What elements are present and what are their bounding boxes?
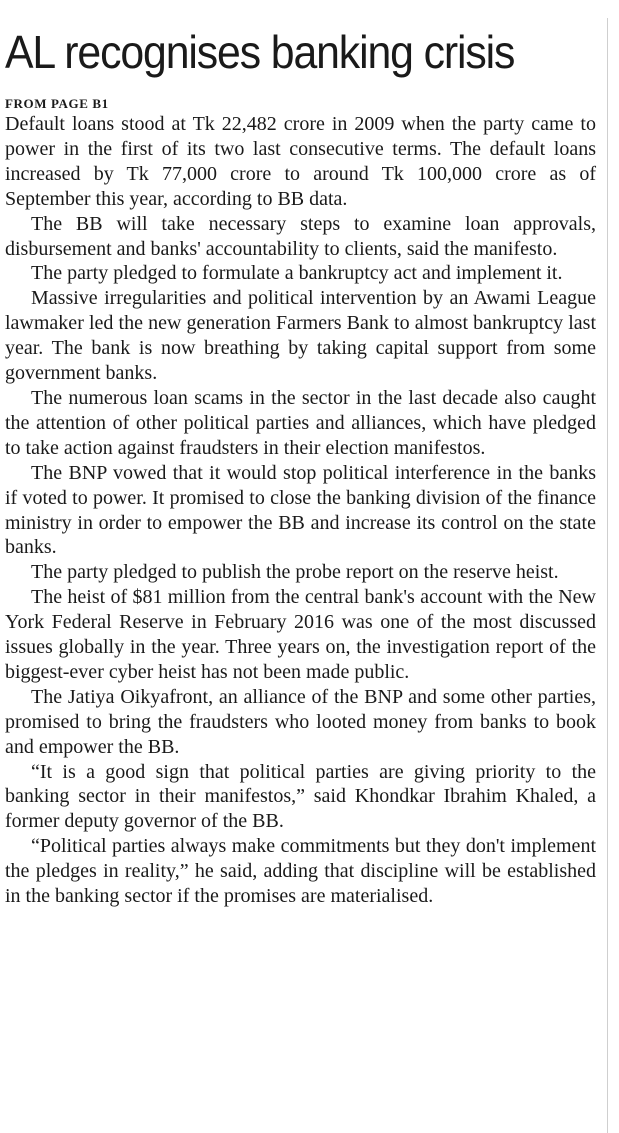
headline: AL recognises banking crisis bbox=[5, 26, 515, 78]
article-body bbox=[5, 112, 596, 909]
article bbox=[5, 0, 596, 909]
paragraph-5: The numerous loan scams in the sector in the last decade also caught the attention of other political parties and alliances, which have pledged to take action against fraudsters in their election manifestos. bbox=[5, 386, 596, 459]
paragraph-1: Default loans stood at Tk 22,482 crore in 2009 when the party came to power in the first of its two last consecutive terms. The default loans increased by Tk 77,000 crore to around Tk 100,000 crore as of September this year, according to BB data. bbox=[5, 113, 596, 210]
jump-line: FROM PAGE B1 bbox=[5, 96, 109, 111]
paragraph-6: The BNP vowed that it would stop political interference in the banks if voted to power. It promised to close the banking division of the finance ministry in order to empower the BB and increase its control on the state banks. bbox=[5, 461, 596, 559]
paragraph-4: Massive irregularities and political intervention by an Awami League lawmaker led the new generation Farmers Bank to almost bankruptcy last year. The bank is now breathing by taking capital support from some government banks. bbox=[5, 287, 596, 385]
paragraph-11: “Political parties always make commitments but they don't implement the pledges in reality,” he said, adding that discipline will be established in the banking sector if the promises are materialised. bbox=[5, 835, 596, 908]
paragraph-7: The party pledged to publish the probe report on the reserve heist. bbox=[31, 561, 559, 584]
column-divider bbox=[607, 18, 608, 1133]
paragraph-10: “It is a good sign that political parties are giving priority to the banking sector in their manifestos,” said Khondkar Ibrahim Khaled, a former deputy governor of the BB. bbox=[5, 760, 596, 833]
paragraph-3: The party pledged to formulate a bankruptcy act and implement it. bbox=[31, 262, 563, 285]
paragraph-9: The Jatiya Oikyafront, an alliance of the BNP and some other parties, promised to bring the fraudsters who looted money from banks to book and empower the BB. bbox=[5, 685, 596, 758]
paragraph-8: The heist of $81 million from the central bank's account with the New York Federal Reserve in February 2016 was one of the most discussed issues globally in the year. Three years on, the investigation report of the biggest-ever cyber heist has not been made public. bbox=[5, 586, 596, 683]
paragraph-2: The BB will take necessary steps to examine loan approvals, disbursement and banks' accountability to clients, said the manifesto. bbox=[5, 212, 596, 260]
